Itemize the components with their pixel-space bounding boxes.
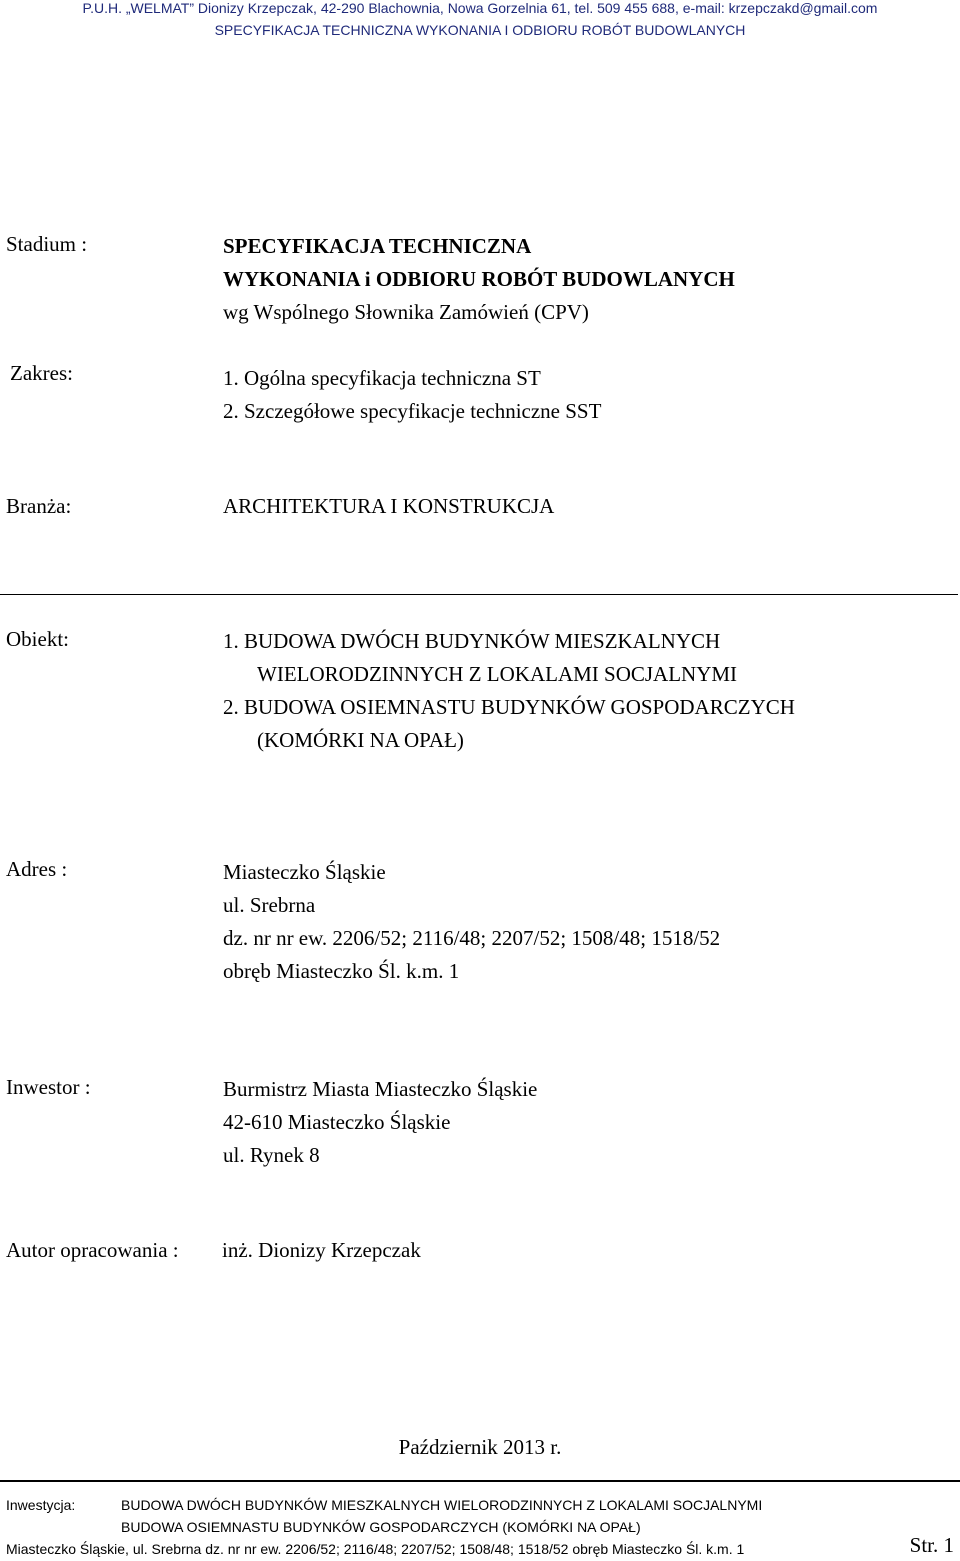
adres-line-4: obręb Miasteczko Śl. k.m. 1 [223,959,460,983]
footer-line-2: BUDOWA OSIEMNASTU BUDYNKÓW GOSPODARCZYCH (KOMÓRKI NA OPAŁ) [121,1519,641,1535]
header-company: P.U.H. „WELMAT” Dionizy Krzepczak, 42-290 Blachownia, Nowa Gorzelnia 61, tel. 509 455 688, e-mail: krzepczakd@gmail.com [82,0,878,16]
stadium-label: Stadium : [6,232,88,256]
obiekt-line-1: 1. BUDOWA DWÓCH BUDYNKÓW MIESZKALNYCH [223,629,721,653]
branza-label: Branża: [6,494,72,518]
page-number: Str. 1 [909,1533,954,1557]
obiekt-line-3: 2. BUDOWA OSIEMNASTU BUDYNKÓW GOSPODARCZYCH [223,695,795,719]
zakres-label: Zakres: [10,361,73,385]
footer-label: Inwestycja: [6,1497,76,1513]
inwestor-label: Inwestor : [6,1075,91,1099]
inwestor-line-1: Burmistrz Miasta Miasteczko Śląskie [223,1077,538,1101]
adres-line-2: ul. Srebrna [223,893,316,917]
inwestor-line-2: 42-610 Miasteczko Śląskie [223,1110,451,1134]
adres-value [223,856,720,988]
footer-line-3: Miasteczko Śląskie, ul. Srebrna dz. nr nr ew. 2206/52; 2116/48; 2207/52; 1508/48; 1518/52 obręb Miasteczko Śl. k.m. 1 [6,1541,745,1557]
obiekt-label: Obiekt: [6,627,69,651]
adres-line-3: dz. nr nr ew. 2206/52; 2116/48; 2207/52; 1508/48; 1518/52 [223,926,721,950]
footer-line-1: BUDOWA DWÓCH BUDYNKÓW MIESZKALNYCH WIELORODZINNYCH Z LOKALAMI SOCJALNYMI [121,1497,763,1513]
obiekt-line-4: (KOMÓRKI NA OPAŁ) [257,728,464,752]
spec-title-line3: wg Wspólnego Słownika Zamówień (CPV) [223,300,589,324]
obiekt-value [223,625,795,757]
spec-title-line2: WYKONANIA i ODBIORU ROBÓT BUDOWLANYCH [223,267,735,291]
zakres-value [223,362,601,428]
section-divider [0,594,958,595]
document-date: Październik 2013 r. [398,1435,562,1459]
zakres-item-2: 2. Szczegółowe specyfikacje techniczne SST [223,399,602,423]
zakres-item-1: 1. Ogólna specyfikacja techniczna ST [223,366,541,390]
footer-divider [0,1480,960,1482]
inwestor-line-3: ul. Rynek 8 [223,1143,320,1167]
autor-label: Autor opracowania : [6,1238,179,1262]
spec-title-line1: SPECYFIKACJA TECHNICZNA [223,234,532,258]
branza-value: ARCHITEKTURA I KONSTRUKCJA [223,494,555,518]
stadium-value [223,230,735,329]
adres-label: Adres : [6,857,68,881]
obiekt-line-2: WIELORODZINNYCH Z LOKALAMI SOCJALNYMI [257,662,738,686]
header-subtitle: SPECYFIKACJA TECHNICZNA WYKONANIA I ODBIORU ROBÓT BUDOWLANYCH [214,22,746,38]
autor-value: inż. Dionizy Krzepczak [222,1238,421,1262]
inwestor-value [223,1073,537,1172]
adres-line-1: Miasteczko Śląskie [223,860,386,884]
